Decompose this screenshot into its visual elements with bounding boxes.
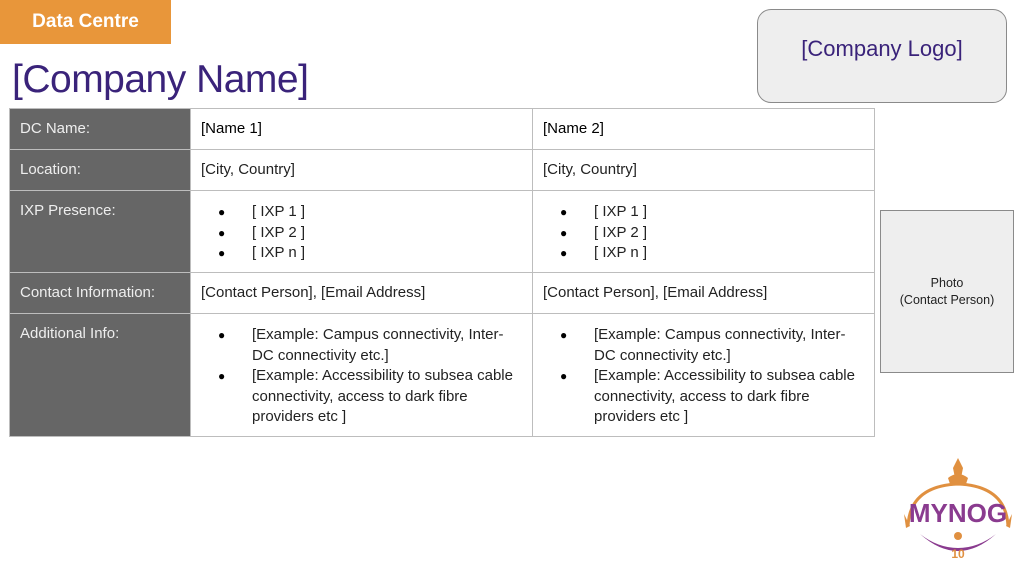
mynog-logo xyxy=(898,456,1018,566)
label-contact: Contact Information: xyxy=(10,273,191,314)
list-item: ● [ IXP 2 ] xyxy=(594,223,864,244)
mynog-logo-number: 10 xyxy=(951,547,965,561)
label-additional-info: Additional Info: xyxy=(10,314,191,437)
ixp-list-1 xyxy=(191,191,533,273)
additional-list-2 xyxy=(533,314,875,437)
ixp-list-2 xyxy=(533,191,875,273)
section-tag: Data Centre xyxy=(0,0,171,44)
list-item: ● [ IXP 1 ] xyxy=(594,202,864,223)
company-logo-label: [Company Logo] xyxy=(801,36,963,61)
label-location: Location: xyxy=(10,150,191,191)
company-logo-placeholder xyxy=(757,9,1007,103)
data-centre-table xyxy=(9,108,875,437)
table-row-location xyxy=(10,150,875,191)
photo-label: Photo xyxy=(930,275,964,290)
list-item: ● [Example: Accessibility to subsea cable connectivity, access to dark fibre providers etc ] xyxy=(594,366,864,428)
location-1: [City, Country] xyxy=(191,150,533,191)
mynog-logo-text: MYNOG xyxy=(908,498,1008,528)
page-title: [Company Name] xyxy=(12,58,309,101)
label-ixp-presence: IXP Presence: xyxy=(10,191,191,273)
list-item: ● [Example: Campus connectivity, Inter-DC connectivity etc.] xyxy=(594,325,864,366)
additional-list-1 xyxy=(191,314,533,437)
list-item: ● [ IXP n ] xyxy=(252,243,522,264)
table-row-contact xyxy=(10,273,875,314)
list-item: ● [Example: Accessibility to subsea cable connectivity, access to dark fibre providers etc ] xyxy=(252,366,522,428)
table-row-additional xyxy=(10,314,875,437)
photo-caption: (Contact Person) xyxy=(899,292,995,307)
list-item: ● [ IXP 1 ] xyxy=(252,202,522,223)
list-item: ● [ IXP n ] xyxy=(594,243,864,264)
contact-1: [Contact Person], [Email Address] xyxy=(191,273,533,314)
dc-name-1: [Name 1] xyxy=(191,109,533,150)
table-row-dc-name xyxy=(10,109,875,150)
list-item: ● [ IXP 2 ] xyxy=(252,223,522,244)
list-item: ● [Example: Campus connectivity, Inter-DC connectivity etc.] xyxy=(252,325,522,366)
label-dc-name: DC Name: xyxy=(10,109,191,150)
location-2: [City, Country] xyxy=(533,150,875,191)
table-row-ixp xyxy=(10,191,875,273)
contact-photo-placeholder xyxy=(880,210,1014,373)
dc-name-2: [Name 2] xyxy=(533,109,875,150)
contact-2: [Contact Person], [Email Address] xyxy=(533,273,875,314)
